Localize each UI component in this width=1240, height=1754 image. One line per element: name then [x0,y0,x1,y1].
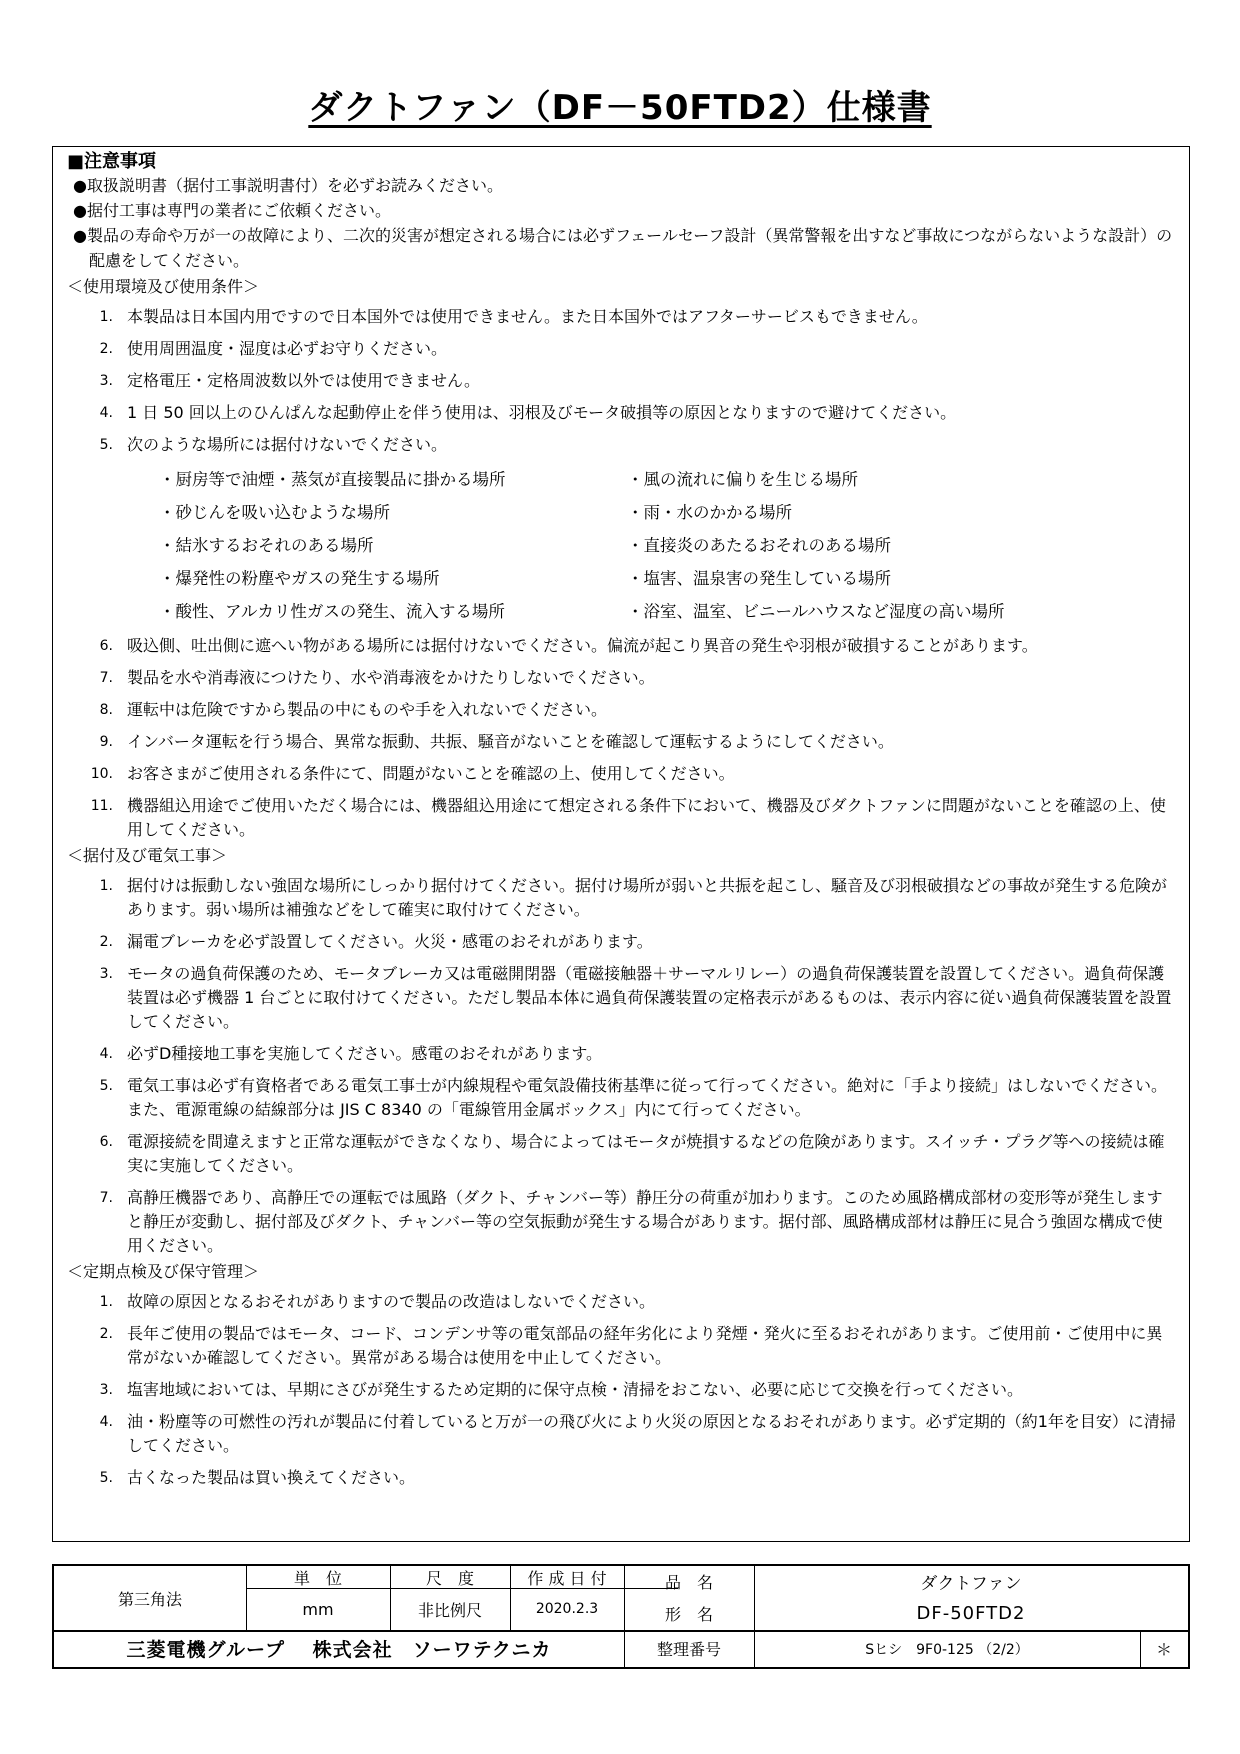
reference-number-label: 整理番号 [656,1640,721,1659]
model-value: DF-50FTD2 [916,1602,1026,1624]
list-item: 4. 油・粉塵等の可燃性の汚れが製品に付着していると万が一の飛び火により火災の原因となるおそれがあります。必ず定期的（約1年を目安）に清掃してください。 [99,1412,1176,1455]
list-item: 3. 塩害地域においては、早期にさびが発生するため定期的に保守点検・清掃をおこない、必要に応じて交換を行ってください。 [99,1380,1024,1399]
usage-list [67,305,1177,457]
place-item: ・風の流れに偏りを生じる場所 [627,470,858,489]
list-item: 6. 電源接続を間違えますと正常な運転ができなくなり、場合によってはモータが焼損するなどの危険があります。スイッチ・プラグ等への接続は確実に実施してください。 [99,1132,1165,1175]
place-item: ・砂じんを吸い込むような場所 [159,503,390,522]
list-item: 11. 機器組込用途でご使用いただく場合には、機器組込用途にて想定される条件下において、機器及びダクトファンに問題がないことを確認の上、使用してください。 [90,796,1166,839]
list-item: 5. 次のような場所には据付けないでください。 [99,435,448,454]
list-item: 9. インバータ運転を行う場合、異常な振動、共振、騒音がないことを確認して運転するようにしてください。 [99,732,894,751]
list-item: 4. 1 日 50 回以上のひんぱんな起動停止を伴う使用は、羽根及びモータ破損等の原因となりますので避けてください。 [99,403,957,422]
list-item: 1. 故障の原因となるおそれがありますので製品の改造はしないでください。 [99,1292,656,1311]
list-item: 5. 電気工事は必ず有資格者である電気工事士が内線規程や電気設備技術基準に従って行ってください。絶対に「手より接続」はしないでください。また、電源電線の結線部分は JIS C 8340 の「電線管用金属ボックス」内にて行ってください。 [99,1076,1168,1119]
place-item: ・酸性、アルカリ性ガスの発生、流入する場所 [159,602,505,621]
place-item: ・塩害、温泉害の発生している場所 [627,569,891,588]
list-item: 1. 本製品は日本国内用ですので日本国外では使用できません。また日本国外ではアフターサービスもできません。 [99,307,928,326]
notice-bullet: ●取扱説明書（据付工事説明書付）を必ずお読みください。 [73,176,503,195]
prohibited-places [67,463,1177,628]
notes-heading: ■注意事項 [67,151,157,172]
section-title-installation: ＜据付及び電気工事＞ [67,846,228,865]
section-title-usage: ＜使用環境及び使用条件＞ [67,277,260,296]
place-item: ・雨・水のかかる場所 [627,503,792,522]
company-name: 三菱電機グループ 株式会社 ソーワテクニカ [126,1639,552,1661]
list-item: 3. モータの過負荷保護のため、モータブレーカ又は電磁開閉器（電磁接触器＋サーマルリレー）の過負荷保護装置を設置してください。過負荷保護装置は必ず機器 1 台ごとに取付けてください。ただし製品本体に過負荷保護装置の定格表示があるものは、表示内容に従い過負荷保護装置を設置してください。 [99,964,1172,1031]
notes-box [52,146,1190,1542]
place-item: ・厨房等で油煙・蒸気が直接製品に掛かる場所 [159,470,506,489]
revision-mark: ＊ [1155,1640,1172,1659]
scale-label: 尺 度 [425,1568,474,1588]
list-item: 6. 吸込側、吐出側に遮へい物がある場所には据付けないでください。偏流が起こり異音の発生や羽根が破損することがあります。 [99,636,1038,655]
list-item: 7. 高静圧機器であり、高静圧での運転では風路（ダクト、チャンバー等）静圧分の荷重が加わります。このため風路構成部材の変形等が発生しますと静圧が変動し、据付部及びダクト、チャンバー等の空気振動が発生する場合があります。据付部、風路構成部材は静圧に見合う強固な構成で使用ください。 [99,1188,1163,1255]
place-item: ・直接炎のあたるおそれのある場所 [627,536,891,555]
title-block [52,1564,1190,1669]
model-label: 形 名 [664,1604,713,1624]
list-item: 1. 据付けは振動しない強固な場所にしっかり据付けてください。据付け場所が弱いと共振を起こし、騒音及び羽根破損などの事故が発生する危険があります。弱い場所は補強などをして確実に取付けてください。 [99,876,1168,919]
date-value: 2020.2.3 [535,1601,599,1617]
projection-method: 第三角法 [117,1589,182,1609]
reference-number-value: Sヒシ 9F0-125 （2/2） [865,1641,1029,1658]
place-item: ・浴室、温室、ビニールハウスなど湿度の高い場所 [627,602,1005,621]
scale-value: 非比例尺 [417,1600,482,1620]
page-title: ダクトファン（DF－50FTD2）仕様書 [308,88,932,128]
unit-label: 単 位 [293,1568,342,1588]
list-item: 2. 使用周囲温度・湿度は必ずお守りください。 [99,339,448,358]
date-label: 作 成 日 付 [527,1568,607,1588]
list-item: 3. 定格電圧・定格周波数以外では使用できません。 [99,371,480,390]
notice-bullet: ●製品の寿命や万が一の故障により、二次的災害が想定される場合には必ずフェールセーフ設計（異常警報を出すなど事故につながらないような設計）の配慮をしてください。 [73,226,1173,270]
place-item: ・爆発性の粉塵やガスの発生する場所 [159,569,440,588]
product-name-label: 品 名 [664,1572,713,1592]
list-item: 2. 漏電ブレーカを必ず設置してください。火災・感電のおそれがあります。 [99,932,653,951]
unit-value: mm [302,1599,334,1619]
installation-list [67,874,1177,1258]
list-item: 5. 古くなった製品は買い換えてください。 [99,1468,416,1487]
list-item: 8. 運転中は危険ですから製品の中にものや手を入れないでください。 [99,700,608,719]
place-item: ・結氷するおそれのある場所 [159,536,374,555]
notice-bullet: ●据付工事は専門の業者にご依頼ください。 [73,201,391,220]
list-item: 2. 長年ご使用の製品ではモータ、コード、コンデンサ等の電気部品の経年劣化により発煙・発火に至るおそれがあります。ご使用前・ご使用中に異常がないか確認してください。異常がある場合は使用を中止してください。 [99,1324,1163,1367]
list-item: 7. 製品を水や消毒液につけたり、水や消毒液をかけたりしないでください。 [99,668,655,687]
product-name-value: ダクトファン [920,1573,1022,1594]
list-item: 4. 必ずD種接地工事を実施してください。感電のおそれがあります。 [99,1044,603,1063]
section-title-maintenance: ＜定期点検及び保守管理＞ [67,1262,260,1281]
list-item: 10. お客さまがご使用される条件にて、問題がないことを確認の上、使用してください。 [90,764,735,783]
usage-list-continued [67,634,1177,842]
maintenance-list [67,1290,1177,1490]
